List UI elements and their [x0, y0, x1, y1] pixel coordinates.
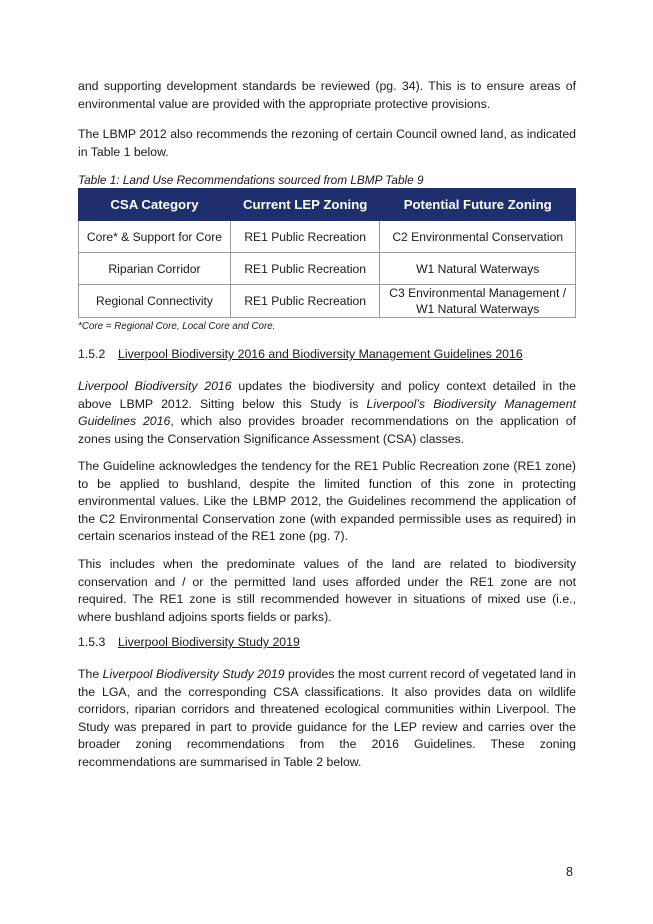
section-number: 1.5.2: [78, 347, 106, 361]
body-paragraph: and supporting development standards be reviewed (pg. 34). This is to ensure areas of environmental value are provided with the appropriate protective provisions.: [78, 79, 576, 111]
table-cell: Regional Connectivity: [79, 285, 231, 318]
table-cell: Core* & Support for Core: [79, 221, 231, 253]
column-header: CSA Category: [79, 189, 231, 221]
table-row: [79, 285, 576, 318]
body-paragraph: [78, 666, 576, 772]
section-title: Liverpool Biodiversity Study 2019: [118, 635, 300, 649]
body-paragraph: [78, 378, 576, 448]
table-footnote: *Core = Regional Core, Local Core and Core.: [78, 321, 276, 332]
publication-title: Liverpool’s Biodiversity Management Guidelines 2016: [78, 396, 577, 429]
table-cell: C3 Environmental Management / W1 Natural Waterways: [380, 285, 576, 318]
table-cell: C2 Environmental Conservation: [380, 221, 576, 253]
table-cell: W1 Natural Waterways: [380, 253, 576, 285]
body-paragraph: The Guideline acknowledges the tendency for the RE1 Public Recreation zone (RE1 zone) to be applied to bushland, despite the limited function of this zone in protecting environmental values. Like the LBMP 2012, the Guidelines recommend the application of the C2 Environmental Conservation zone (with expanded permissible uses as required) in certain scenarios instead of the RE1 zone (pg. 7).: [78, 459, 576, 544]
table-cell: Riparian Corridor: [79, 253, 231, 285]
paragraph-text: provides the most current record of vegetated land in the LGA, and the corresponding CSA classifications. It also provides data on wildlife corridors, riparian corridors and threatened ecological communities within Liverpool. The Study was prepared in part to provide guidance for the LEP review and carries over the broader zoning recommendations from the 2016 Guidelines. These zoning recommendations are summarised in Table 2 below.: [78, 667, 577, 769]
page-number: 8: [566, 865, 573, 879]
body-paragraph: The LBMP 2012 also recommends the rezoning of certain Council owned land, as indicated in Table 1 below.: [78, 127, 576, 159]
land-use-recommendations-table: [78, 188, 576, 318]
table-row: [79, 221, 576, 253]
table-header-row: [79, 189, 576, 221]
publication-title: Liverpool Biodiversity 2016: [78, 379, 232, 393]
paragraph-text: The: [78, 667, 103, 681]
publication-title: Liverpool Biodiversity Study 2019: [102, 667, 285, 681]
body-paragraph: This includes when the predominate values of the land are related to biodiversity conservation and / or the permitted land uses afforded under the RE1 zone are not required. The RE1 zone is still recommended however in situations of mixed use (i.e., where bushland adjoins sports fields or parks).: [78, 557, 576, 624]
table-cell: RE1 Public Recreation: [230, 221, 379, 253]
paragraph-text: , which also provides broader recommendations on the application of zones using the Conservation Significance Assessment (CSA) classes.: [78, 414, 576, 446]
column-header: Current LEP Zoning: [230, 189, 379, 221]
section-heading-1-5-3: [78, 634, 300, 652]
table-cell: RE1 Public Recreation: [230, 253, 379, 285]
section-number: 1.5.3: [78, 635, 106, 649]
section-heading-1-5-2: [78, 346, 523, 364]
column-header: Potential Future Zoning: [380, 189, 576, 221]
table-caption: Table 1: Land Use Recommendations sourced from LBMP Table 9: [78, 173, 424, 187]
paragraph-text: updates the biodiversity and policy context detailed in the above LBMP 2012. Sitting below this Study is: [78, 379, 576, 411]
table-row: [79, 253, 576, 285]
section-title: Liverpool Biodiversity 2016 and Biodiversity Management Guidelines 2016: [118, 347, 523, 361]
table-cell: RE1 Public Recreation: [230, 285, 379, 318]
